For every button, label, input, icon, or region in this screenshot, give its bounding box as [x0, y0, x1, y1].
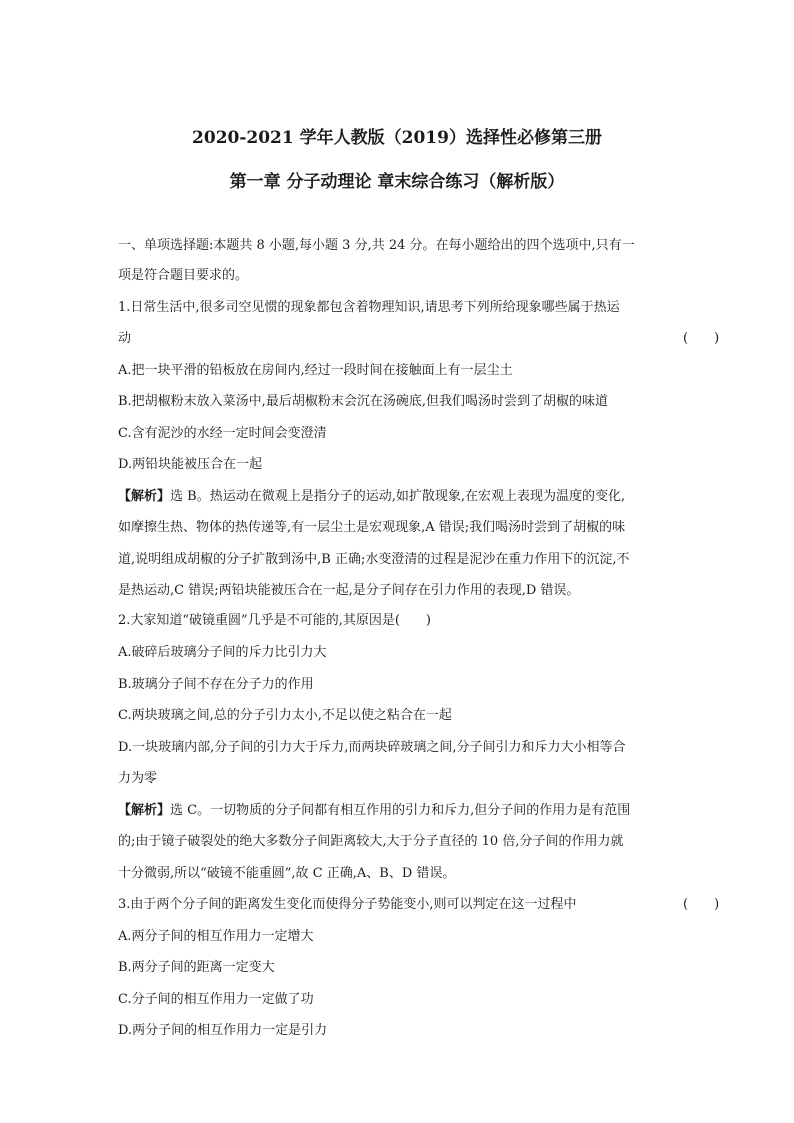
q2-option-a: A.破碎后玻璃分子间的斥力比引力大 [118, 645, 327, 660]
q1-analysis-tag: 【解析】 [118, 489, 171, 504]
q1-analysis-cont-3: 是热运动,C 错误;两铅块能被压合在一起,是分子间存在引力作用的表现,D 错误。 [118, 583, 580, 598]
q3-answer-blank: ( ) [683, 897, 720, 912]
document-title: 2020-2021 学年人教版（2019）选择性必修第三册 [192, 128, 602, 148]
q2-option-d-cont: 力为零 [118, 771, 158, 786]
q1-analysis-text: 选 B。热运动在微观上是指分子的运动,如扩散现象,在宏观上表现为温度的变化, [170, 489, 626, 504]
q2-analysis-tag: 【解析】 [118, 803, 171, 818]
q2-option-d: D.一块玻璃内部,分子间的引力大于斥力,而两块碎玻璃之间,分子间引力和斥力大小相等合 [118, 740, 626, 755]
q1-analysis-cont-1: 如摩擦生热、物体的热传递等,有一层尘土是宏观现象,A 错误;我们喝汤时尝到了胡椒的味 [118, 520, 626, 535]
q2-option-c: C.两块玻璃之间,总的分子引力太小,不足以使之粘合在一起 [118, 708, 452, 723]
q1-option-d: D.两铅块能被压合在一起 [118, 457, 263, 472]
q1-analysis [118, 487, 676, 507]
q3-stem: 3.由于两个分子间的距离发生变化而使得分子势能变小,则可以判定在这一过程中 [118, 897, 577, 912]
q1-answer-blank: ( ) [683, 331, 720, 346]
q3-option-c: C.分子间的相互作用力一定做了功 [118, 992, 314, 1007]
q1-option-c: C.含有泥沙的水经一定时间会变澄清 [118, 426, 327, 441]
q1-option-b: B.把胡椒粉末放入菜汤中,最后胡椒粉末会沉在汤碗底,但我们喝汤时尝到了胡椒的味道 [118, 394, 608, 409]
q3-option-a: A.两分子间的相互作用力一定增大 [118, 929, 314, 944]
q2-analysis-cont-1: 的;由于镜子破裂处的绝大多数分子间距离较大,大于分子直径的 10 倍,分子间的作用力就 [118, 834, 624, 849]
q2-stem: 2.大家知道“破镜重圆”几乎是不可能的,其原因是( ) [118, 613, 431, 628]
q1-analysis-cont-2: 道,说明组成胡椒的分子扩散到汤中,B 正确;水变澄清的过程是泥沙在重力作用下的沉淀,不 [118, 552, 630, 567]
q1-stem: 1.日常生活中,很多司空见惯的现象都包含着物理知识,请思考下列所给现象哪些属于热运 [118, 300, 620, 315]
q1-stem-cont: 动 [118, 331, 132, 346]
q2-option-b: B.玻璃分子间不存在分子力的作用 [118, 677, 314, 692]
q2-analysis [118, 801, 676, 821]
q3-option-d: D.两分子间的相互作用力一定是引力 [118, 1023, 328, 1038]
document-subtitle: 第一章 分子动理论 章末综合练习（解析版） [229, 172, 565, 192]
q2-analysis-text: 选 C。一切物质的分子间都有相互作用的引力和斥力,但分子间的作用力是有范围 [170, 803, 631, 818]
q3-option-b: B.两分子间的距离一定变大 [118, 960, 275, 975]
section-intro-cont: 项是符合题目要求的。 [118, 268, 249, 283]
q1-option-a: A.把一块平滑的铅板放在房间内,经过一段时间在接触面上有一层尘土 [118, 363, 513, 378]
section-intro: 一、单项选择题:本题共 8 小题,每小题 3 分,共 24 分。在每小题给出的四个选项中,只有一 [118, 238, 635, 253]
q2-analysis-cont-2: 十分微弱,所以“破镜不能重圆”,故 C 正确,A、B、D 错误。 [118, 866, 456, 881]
